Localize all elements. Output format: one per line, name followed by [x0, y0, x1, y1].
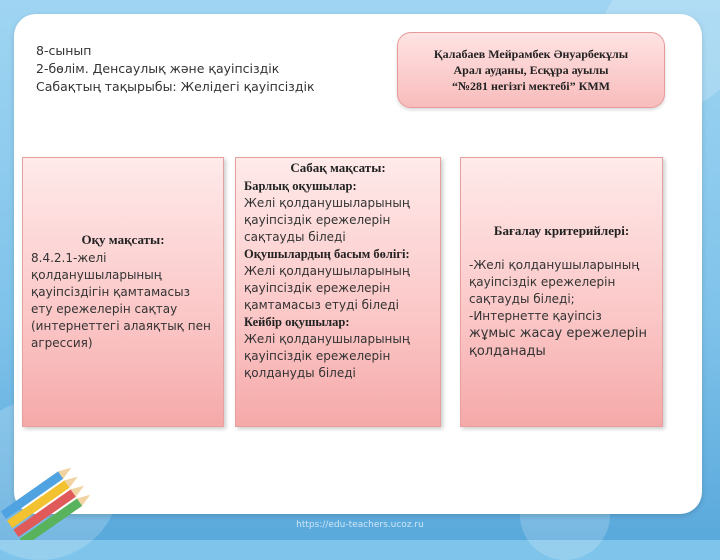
learning-objective-card: [22, 157, 224, 427]
some-students-text: Желі қолданушыларының қауіпсіздік ережелерін қолдануды біледі: [244, 332, 410, 380]
most-students-label: Оқушылардың басым бөлігі:: [244, 247, 410, 261]
teacher-name: Қалабаев Мейрамбек Әнуарбекұлы: [433, 47, 629, 61]
school-name: “№281 негізгі мектебі” КММ: [451, 79, 610, 93]
grade-label: 8-сынып: [36, 43, 92, 58]
learning-objective-title: Оқу мақсаты:: [81, 232, 165, 247]
section-label: 2-бөлім. Денсаулық және қауіпсіздік: [36, 61, 280, 76]
footer-url: https://edu-teachers.ucoz.ru: [296, 520, 424, 530]
topic-label: Сабақтың тақырыбы: Желідегі қауіпсіздік: [36, 79, 315, 94]
school-info-box: [397, 32, 665, 108]
lesson-goals-title: Сабақ мақсаты:: [290, 160, 386, 175]
lesson-goals-card: [235, 157, 441, 427]
assessment-item-1: -Желі қолданушыларының қауіпсіздік ережелерін сақтауды біледі;: [469, 258, 640, 306]
district-name: Арал ауданы, Есқұра ауылы: [453, 63, 609, 77]
all-students-text: Желі қолданушыларының қауіпсіздік ережелерін сақтауды біледі: [244, 196, 410, 244]
lesson-header: [36, 42, 315, 96]
assessment-item-2a: -Интернетте қауіпсіз: [469, 309, 602, 323]
all-students-label: Барлық оқушылар:: [244, 179, 357, 193]
some-students-label: Кейбір оқушылар:: [244, 315, 350, 329]
assessment-item-2b: жұмыс жасау ережелерін қолданады: [469, 326, 648, 359]
assessment-title: Бағалау критерийлері:: [493, 223, 630, 238]
most-students-text: Желі қолданушыларының қауіпсіздік ережелерін қамтамасыз етуді біледі: [244, 264, 410, 312]
assessment-criteria-card: [460, 157, 663, 427]
learning-objective-text: 8.4.2.1-желі қолданушыларының қауіпсіздігін қамтамасыз ету ережелерін сақтау (интернеттегі алаяқтық пен агрессия): [31, 251, 211, 350]
